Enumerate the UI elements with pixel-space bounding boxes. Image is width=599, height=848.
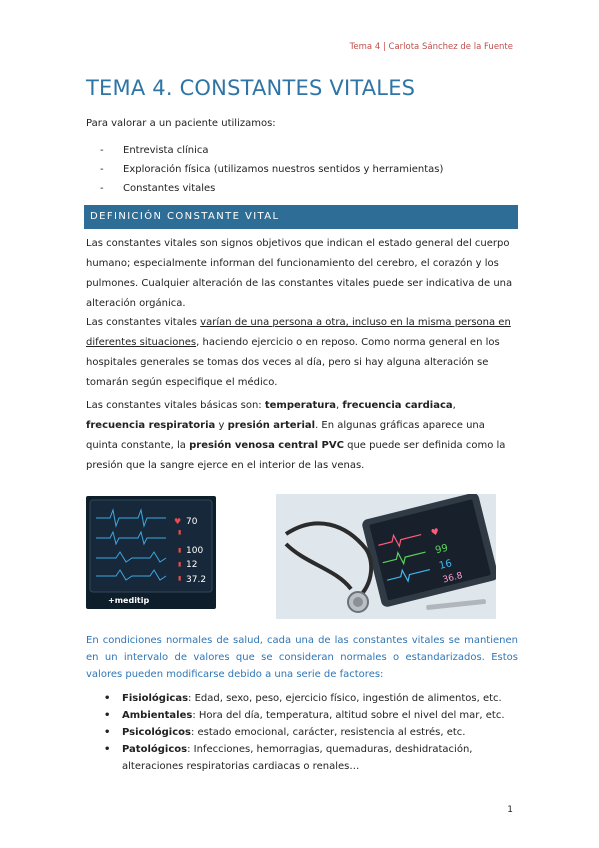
text-run: Las constantes vitales básicas son:: [86, 400, 265, 411]
bold-text: presión arterial: [227, 420, 316, 431]
svg-text:▮: ▮: [178, 529, 182, 536]
logo: +meditip: [108, 596, 150, 605]
intro-list: [100, 141, 443, 198]
text-run: y: [215, 420, 228, 431]
paragraph-definition: Las constantes vitales son signos objetivos que indican el estado general del cuerpo humano; especialmente informan del funcionamiento del cerebro, el corazón y los pulmones. Cualquier alteración de las constantes vitales puede ser indicativa de una alteración orgánica.: [86, 238, 513, 309]
svg-text:▮: ▮: [178, 547, 182, 554]
tablet-stethoscope-image: [276, 494, 496, 619]
bold-text: frecuencia respiratoria: [86, 420, 216, 431]
paragraph-normal-values: En condiciones normales de salud, cada una de las constantes vitales se mantienen en un intervalo de valores que se consideran normales o estandarizados. Estos valores pueden modificarse debido a una serie de factores:: [86, 635, 518, 680]
list-item: [104, 690, 524, 707]
tablet-graphic: [276, 494, 496, 619]
temp-value: 37.2: [186, 575, 207, 585]
factor-text: : Hora del día, temperatura, altitud sobre el nivel del mar, etc.: [192, 710, 505, 721]
factor-label: Fisiológicas: [122, 693, 189, 704]
tablet-value: 16: [438, 558, 454, 572]
text-run: que puede ser definida como la presión que la sangre ejerce en el interior de las venas.: [86, 440, 506, 471]
paragraph-variation: [86, 313, 516, 393]
factor-text: : Edad, sexo, peso, ejercicio físico, ingestión de alimentos, etc.: [188, 693, 502, 704]
text-run: . En algunas gráficas aparece una quinta constante, la: [86, 420, 485, 451]
svg-text:▮: ▮: [178, 561, 182, 568]
list-item: - Entrevista clínica: [100, 141, 443, 160]
heart-rate-value: 70: [186, 517, 198, 527]
page-title: TEMA 4. CONSTANTES VITALES: [86, 76, 416, 100]
svg-text:♥: ♥: [430, 527, 441, 539]
spo2-value: 100: [186, 546, 204, 556]
list-item: - Exploración física (utilizamos nuestros sentidos y herramientas): [100, 160, 443, 179]
monitor-graphic: [86, 496, 216, 609]
list-item: [104, 724, 524, 741]
list-item: - Constantes vitales: [100, 179, 443, 198]
tablet-value: 99: [434, 542, 450, 557]
list-item: [104, 741, 524, 775]
section-heading: DEFINICIÓN CONSTANTE VITAL: [84, 205, 518, 229]
factors-list: [104, 690, 524, 775]
text-run: ,: [336, 400, 343, 411]
bold-text: temperatura: [264, 400, 337, 411]
svg-text:♥: ♥: [174, 517, 182, 526]
paragraph-basic-constants: [86, 396, 516, 476]
text-run: , haciendo ejercicio o en reposo. Como norma general en los hospitales generales se tomas dos veces al día, pero si hay alguna alteración se tomarán según especifique el médico.: [86, 337, 500, 388]
list-item: [104, 707, 524, 724]
monitor-image: [86, 496, 216, 609]
factor-text: : estado emocional, carácter, resistencia al estrés, etc.: [190, 727, 466, 738]
resp-value: 12: [186, 560, 198, 570]
intro-text: Para valorar a un paciente utilizamos:: [86, 118, 276, 129]
factor-label: Psicológicos: [122, 727, 191, 738]
page-number: 1: [507, 805, 513, 815]
tablet-value: 36.8: [441, 570, 464, 586]
factor-label: Ambientales: [122, 710, 193, 721]
bold-text: frecuencia cardiaca: [342, 400, 453, 411]
text-run: Las constantes vitales: [86, 317, 201, 328]
page-header: Tema 4 | Carlota Sánchez de la Fuente: [349, 42, 513, 52]
text-run: ,: [452, 400, 456, 411]
underlined-text: varían de una persona a otra, incluso en la misma persona en diferentes situaciones: [86, 317, 511, 348]
factor-text: : Infecciones, hemorragias, quemaduras, deshidratación, alteraciones respiratorias cardiacas o renales…: [122, 744, 473, 772]
bold-text: presión venosa central PVC: [189, 440, 344, 451]
svg-text:▮: ▮: [178, 575, 182, 582]
factor-label: Patológicos: [122, 744, 188, 755]
